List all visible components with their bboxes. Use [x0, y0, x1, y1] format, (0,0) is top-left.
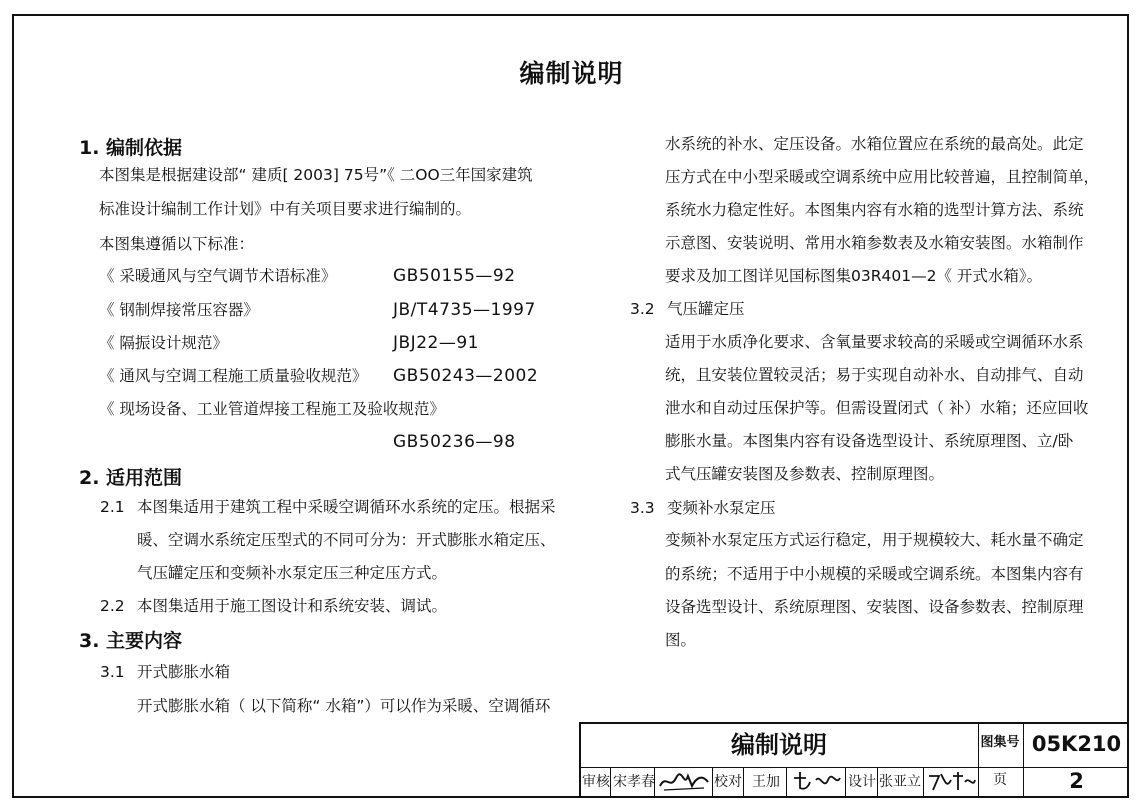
right-line-7: 统，且安装位置较灵活；易于实现自动补水、自动排气、自动 [665, 366, 1084, 384]
section-2-1-line-3: 气压罐定压和变频补水泵定压三种定压方式。 [137, 564, 448, 582]
title-block-divider [923, 767, 924, 798]
design-signature [925, 768, 977, 796]
standard-name: 《 采暖通风与空气调节术语标准》 [99, 267, 337, 285]
page-title: 编制说明 [519, 59, 624, 88]
check-signature [788, 768, 844, 796]
section-1-heading: 1. 编制依据 [79, 137, 183, 159]
right-line-4: 示意图、安装说明、常用水箱参数表及水箱安装图。水箱制作 [665, 234, 1084, 252]
right-line-9: 膨胀水量。本图集内容有设备选型设计、系统原理图、立/卧 [665, 432, 1074, 450]
standard-name: 《 钢制焊接常压容器》 [99, 301, 259, 319]
design-label: 设计 [848, 774, 876, 790]
check-name: 王加 [752, 774, 780, 790]
section-2-1-number: 2.1 [100, 498, 125, 516]
standard-code: GB50243—2002 [393, 366, 539, 386]
right-line-12: 的系统；不适用于中小规模的采暖或空调系统。本图集内容有 [665, 565, 1084, 583]
right-line-5: 要求及加工图详见国标图集03R401—2《 开式水箱》。 [665, 267, 1043, 285]
right-line-3: 系统水力稳定性好。本图集内容有水箱的选型计算方法、系统 [665, 201, 1084, 219]
review-label: 审核 [582, 774, 610, 790]
section-1-para-1-line-2: 标准设计编制工作计划》中有关项目要求进行编制的。 [99, 200, 472, 218]
design-name: 张亚立 [879, 774, 921, 790]
check-label: 校对 [714, 774, 742, 790]
title-block-divider [845, 767, 846, 798]
standard-name: 《 隔振设计规范》 [99, 334, 228, 352]
section-2-2-number: 2.2 [100, 597, 125, 615]
title-block-divider [786, 767, 787, 798]
standard-code: GB50236—98 [393, 432, 516, 452]
section-1-para-2: 本图集遵循以下标准： [99, 235, 255, 253]
section-3-2-number: 3.2 [630, 300, 655, 318]
section-3-3-title: 变频补水泵定压 [667, 499, 776, 517]
section-3-heading: 3. 主要内容 [79, 630, 183, 652]
section-3-1-number: 3.1 [100, 663, 125, 681]
standard-code: JB/T4735—1997 [393, 300, 536, 320]
right-line-2: 压方式在中小型采暖或空调系统中应用比较普遍，且控制简单， [665, 168, 1100, 186]
atlas-number-value: 05K210 [1031, 732, 1122, 756]
title-block-divider [610, 767, 611, 798]
right-line-13: 设备选型设计、系统原理图、安装图、设备参数表、控制原理 [665, 598, 1084, 616]
title-block-divider [877, 767, 878, 798]
right-line-14: 图。 [665, 631, 697, 649]
right-line-6: 适用于水质净化要求、含氧量要求较高的采暖或空调循环水系 [665, 333, 1084, 351]
section-2-1-line-1: 本图集适用于建筑工程中采暖空调循环水系统的定压。根据采 [137, 498, 556, 516]
right-line-8: 泄水和自动过压保护等。但需设置闭式（ 补）水箱；还应回收 [665, 399, 1089, 417]
title-block-divider [743, 767, 744, 798]
section-3-1-title: 开式膨胀水箱 [137, 663, 231, 681]
section-1-para-1-line-1: 本图集是根据建设部“ 建质[ 2003] 75号”《 二OO三年国家建筑 [99, 166, 533, 184]
title-block-divider [712, 767, 713, 798]
standard-code: JBJ22—91 [393, 333, 479, 353]
title-block-title: 编制说明 [731, 731, 827, 759]
atlas-number-label: 图集号 [980, 735, 1020, 750]
page-number: 2 [1069, 769, 1084, 793]
standard-name: 《 现场设备、工业管道焊接工程施工及验收规范》 [99, 400, 445, 418]
right-line-11: 变频补水泵定压方式运行稳定，用于规模较大、耗水量不确定 [665, 531, 1084, 549]
standard-name: 《 通风与空调工程施工质量验收规范》 [99, 367, 368, 385]
section-3-3-number: 3.3 [630, 499, 655, 517]
section-2-1-line-2: 暖、空调水系统定压型式的不同可分为：开式膨胀水箱定压、 [137, 531, 556, 549]
review-name: 宋孝春 [613, 774, 655, 790]
right-line-1: 水系统的补水、定压设备。水箱位置应在系统的最高处。此定 [665, 135, 1084, 153]
section-2-heading: 2. 适用范围 [79, 467, 183, 489]
section-3-2-title: 气压罐定压 [667, 300, 745, 318]
standard-code: GB50155—92 [393, 266, 516, 286]
section-3-1-line-1: 开式膨胀水箱（ 以下简称“ 水箱”）可以作为采暖、空调循环 [137, 697, 551, 715]
page-label: 页 [993, 772, 1007, 788]
right-line-10: 式气压罐安装图及参数表、控制原理图。 [665, 465, 945, 483]
review-signature [656, 768, 711, 796]
section-2-2-line-1: 本图集适用于施工图设计和系统安装、调试。 [137, 597, 448, 615]
